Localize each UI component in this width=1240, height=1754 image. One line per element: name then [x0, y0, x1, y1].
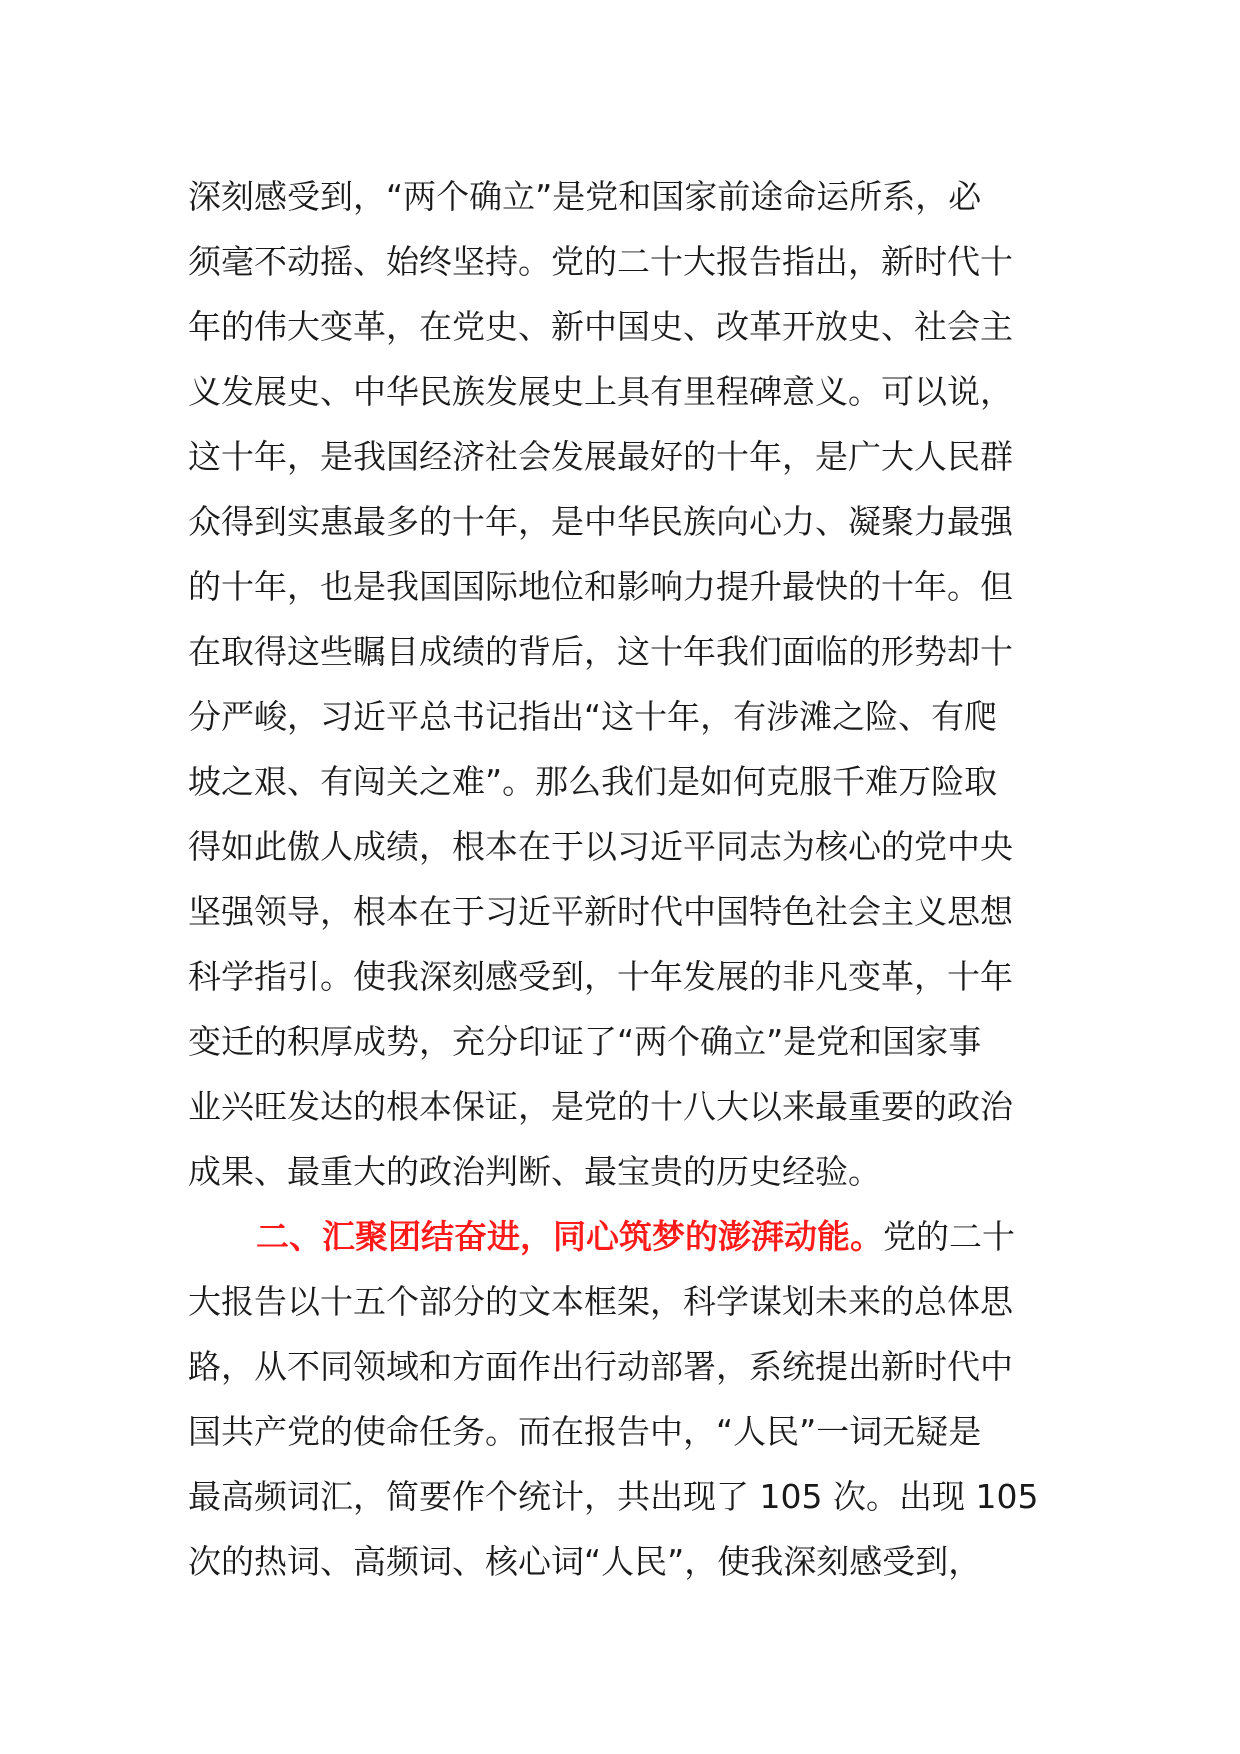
- document-body: [188, 164, 1048, 1594]
- text-line: 这十年，是我国经济社会发展最好的十年，是广大人民群: [188, 437, 1013, 476]
- text-line: 坚强领导，根本在于习近平新时代中国特色社会主义思想: [188, 892, 1013, 931]
- text-line: 次的热词、高频词、核心词“人民”，使我深刻感受到，: [188, 1542, 982, 1581]
- text-line: 最高频词汇，简要作个统计，共出现了 105 次。出现 105: [188, 1477, 1039, 1516]
- text-line: 众得到实惠最多的十年，是中华民族向心力、凝聚力最强: [188, 502, 1013, 541]
- text-line: 分严峻，习近平总书记指出“这十年，有涉滩之险、有爬: [188, 697, 998, 736]
- text-line: 大报告以十五个部分的文本框架，科学谋划未来的总体思: [188, 1282, 1013, 1321]
- section-two-first-line: [188, 1204, 1048, 1269]
- text-line: 深刻感受到，“两个确立”是党和国家前途命运所系，必: [188, 177, 982, 216]
- text-line: 在取得这些瞩目成绩的背后，这十年我们面临的形势却十: [188, 632, 1013, 671]
- text-line: 的十年，也是我国国际地位和影响力提升最快的十年。但: [188, 567, 1013, 606]
- text-line: 得如此傲人成绩，根本在于以习近平同志为核心的党中央: [188, 827, 1013, 866]
- text-line: 科学指引。使我深刻感受到，十年发展的非凡变革，十年: [188, 957, 1013, 996]
- text-line: 成果、最重大的政治判断、最宝贵的历史经验。: [188, 1152, 881, 1191]
- text-line: 国共产党的使命任务。而在报告中，“人民”一词无疑是: [188, 1412, 982, 1451]
- section-two-first-line-text: 党的二十: [883, 1217, 1015, 1256]
- text-line: 路，从不同领域和方面作出行动部署，系统提出新时代中: [188, 1347, 1013, 1386]
- text-line: 义发展史、中华民族发展史上具有里程碑意义。可以说，: [188, 372, 1013, 411]
- section-two-heading: 二、汇聚团结奋进，同心筑梦的澎湃动能。: [256, 1217, 883, 1256]
- text-line: 年的伟大变革，在党史、新中国史、改革开放史、社会主: [188, 307, 1013, 346]
- text-line: 须毫不动摇、始终坚持。党的二十大报告指出，新时代十: [188, 242, 1013, 281]
- text-line: 坡之艰、有闯关之难”。那么我们是如何克服千难万险取: [188, 762, 998, 801]
- text-line: 业兴旺发达的根本保证，是党的十八大以来最重要的政治: [188, 1087, 1013, 1126]
- text-line: 变迁的积厚成势，充分印证了“两个确立”是党和国家事: [188, 1022, 982, 1061]
